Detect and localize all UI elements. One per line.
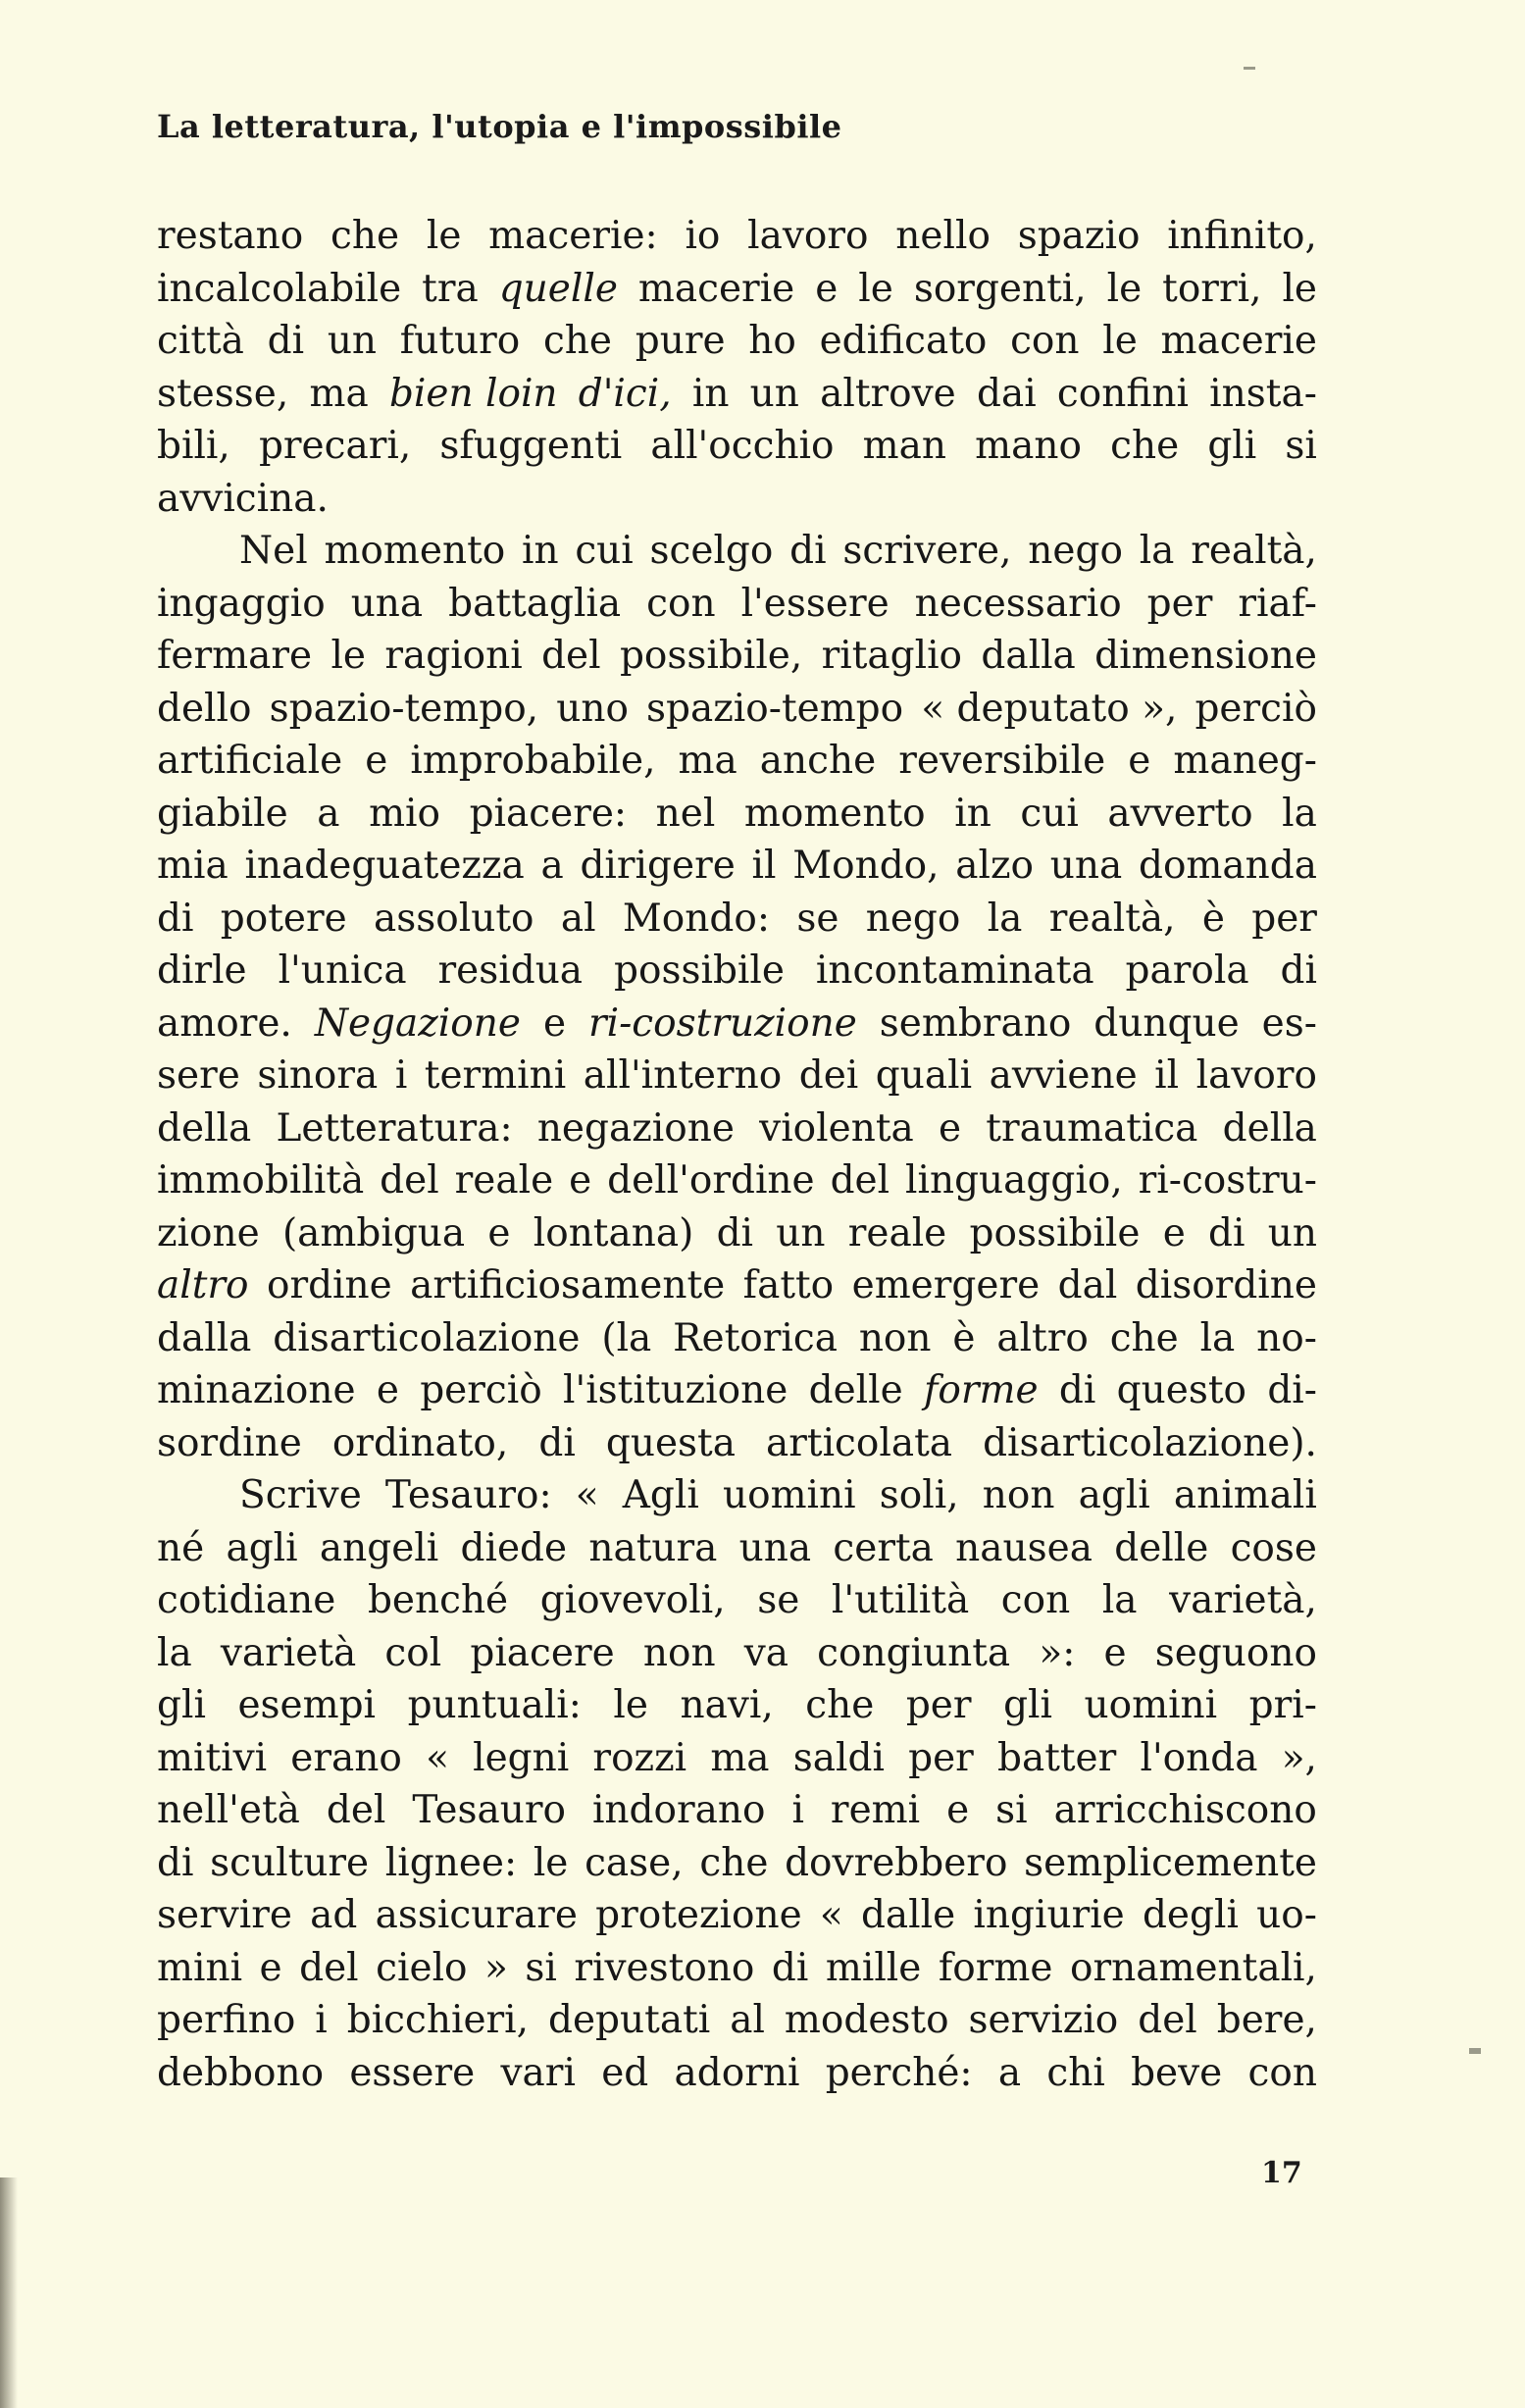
scan-speck	[1469, 2048, 1481, 2054]
text-line: mini e del cielo » si rivestono di mille forme ornamentali,	[157, 1945, 1317, 1990]
text-line: Scrive Tesauro: « Agli uomini soli, non agli animali	[239, 1473, 1317, 1517]
text-line: sordine ordinato, di questa articolata disarticolazione).	[157, 1420, 1317, 1465]
text-line: città di un futuro che pure ho edificato con le macerie	[157, 319, 1317, 363]
text-line: ingaggio una battaglia con l'essere necessario per riaf-	[157, 581, 1317, 626]
text-line: amore. Negazione e ri-costruzione sembrano dunque es-	[157, 998, 1317, 1050]
text-line: gli esempi puntuali: le navi, che per gli uomini pri-	[157, 1683, 1317, 1727]
running-head: La letteratura, l'utopia e l'impossibile	[157, 108, 842, 145]
text-line: zione (ambigua e lontana) di un reale possibile e di un	[157, 1210, 1317, 1255]
italic-word: altro	[157, 1263, 249, 1307]
text-line: stesse, ma bien loin d'ici, in un altrove dai confini insta-	[157, 368, 1317, 421]
body-text	[157, 210, 1317, 2099]
text-line: incalcolabile tra quelle macerie e le sorgenti, le torri, le	[157, 263, 1317, 316]
text-line: bili, precari, sfuggenti all'occhio man mano che gli si	[157, 424, 1317, 468]
text-line: cotidiane benché giovevoli, se l'utilità con la varietà,	[157, 1578, 1317, 1622]
text-line: di sculture lignee: le case, che dovrebbero semplicemente	[157, 1840, 1317, 1885]
text-line: giabile a mio piacere: nel momento in cui avverto la	[157, 791, 1317, 836]
text-line: la varietà col piacere non va congiunta »: e seguono	[157, 1630, 1317, 1675]
italic-word: forme	[924, 1368, 1039, 1412]
page-number: 17	[1261, 2156, 1302, 2190]
text-line: della Letteratura: negazione violenta e traumatica della	[157, 1105, 1317, 1151]
italic-word: quelle	[498, 266, 618, 311]
text-line: servire ad assicurare protezione « dalle ingiurie degli uo-	[157, 1893, 1317, 1937]
text-line: Nel momento in cui scelgo di scrivere, nego la realtà,	[239, 529, 1317, 573]
text-line: immobilità del reale e dell'ordine del linguaggio, ri-costru-	[157, 1158, 1317, 1203]
text-line: né agli angeli diede natura una certa nausea delle cose	[157, 1525, 1317, 1570]
text-line: mitivi erano « legni rozzi ma saldi per batter l'onda »,	[157, 1735, 1317, 1780]
text-line: dirle l'unica residua possibile incontaminata parola di	[157, 948, 1317, 993]
text-line: dalla disarticolazione (la Retorica non è altro che la no-	[157, 1315, 1317, 1360]
text-line: mia inadeguatezza a dirigere il Mondo, alzo una domanda	[157, 844, 1317, 888]
binding-shadow	[0, 2177, 18, 2408]
text-line: avvicina.	[157, 476, 329, 521]
italic-word: Negazione	[314, 1000, 521, 1046]
text-line: perfino i bicchieri, deputati al modesto servizio del bere,	[157, 1998, 1317, 2042]
text-line: altro ordine artificiosamente fatto emergere dal disordine	[157, 1259, 1317, 1312]
italic-word: ri-costruzione	[588, 1000, 857, 1046]
text-line: fermare le ragioni del possibile, ritaglio dalla dimensione	[157, 634, 1317, 678]
text-line: di potere assoluto al Mondo: se nego la realtà, è per	[157, 896, 1317, 941]
text-line: nell'età del Tesauro indorano i remi e si arricchiscono	[157, 1788, 1317, 1832]
text-line: debbono essere vari ed adorni perché: a chi beve con	[157, 2050, 1317, 2095]
text-line: minazione e perciò l'istituzione delle forme di questo di-	[157, 1364, 1317, 1417]
text-line: dello spazio-tempo, uno spazio-tempo « deputato », perciò	[157, 686, 1317, 731]
scan-speck	[1244, 67, 1255, 70]
text-line: restano che le macerie: io lavoro nello spazio infinito,	[157, 214, 1317, 258]
text-line: sere sinora i termini all'interno dei quali avviene il lavoro	[157, 1053, 1317, 1098]
text-line: artificiale e improbabile, ma anche reversibile e maneg-	[157, 739, 1317, 783]
italic-word: bien loin	[388, 371, 558, 416]
italic-word: d'ici,	[578, 371, 672, 416]
